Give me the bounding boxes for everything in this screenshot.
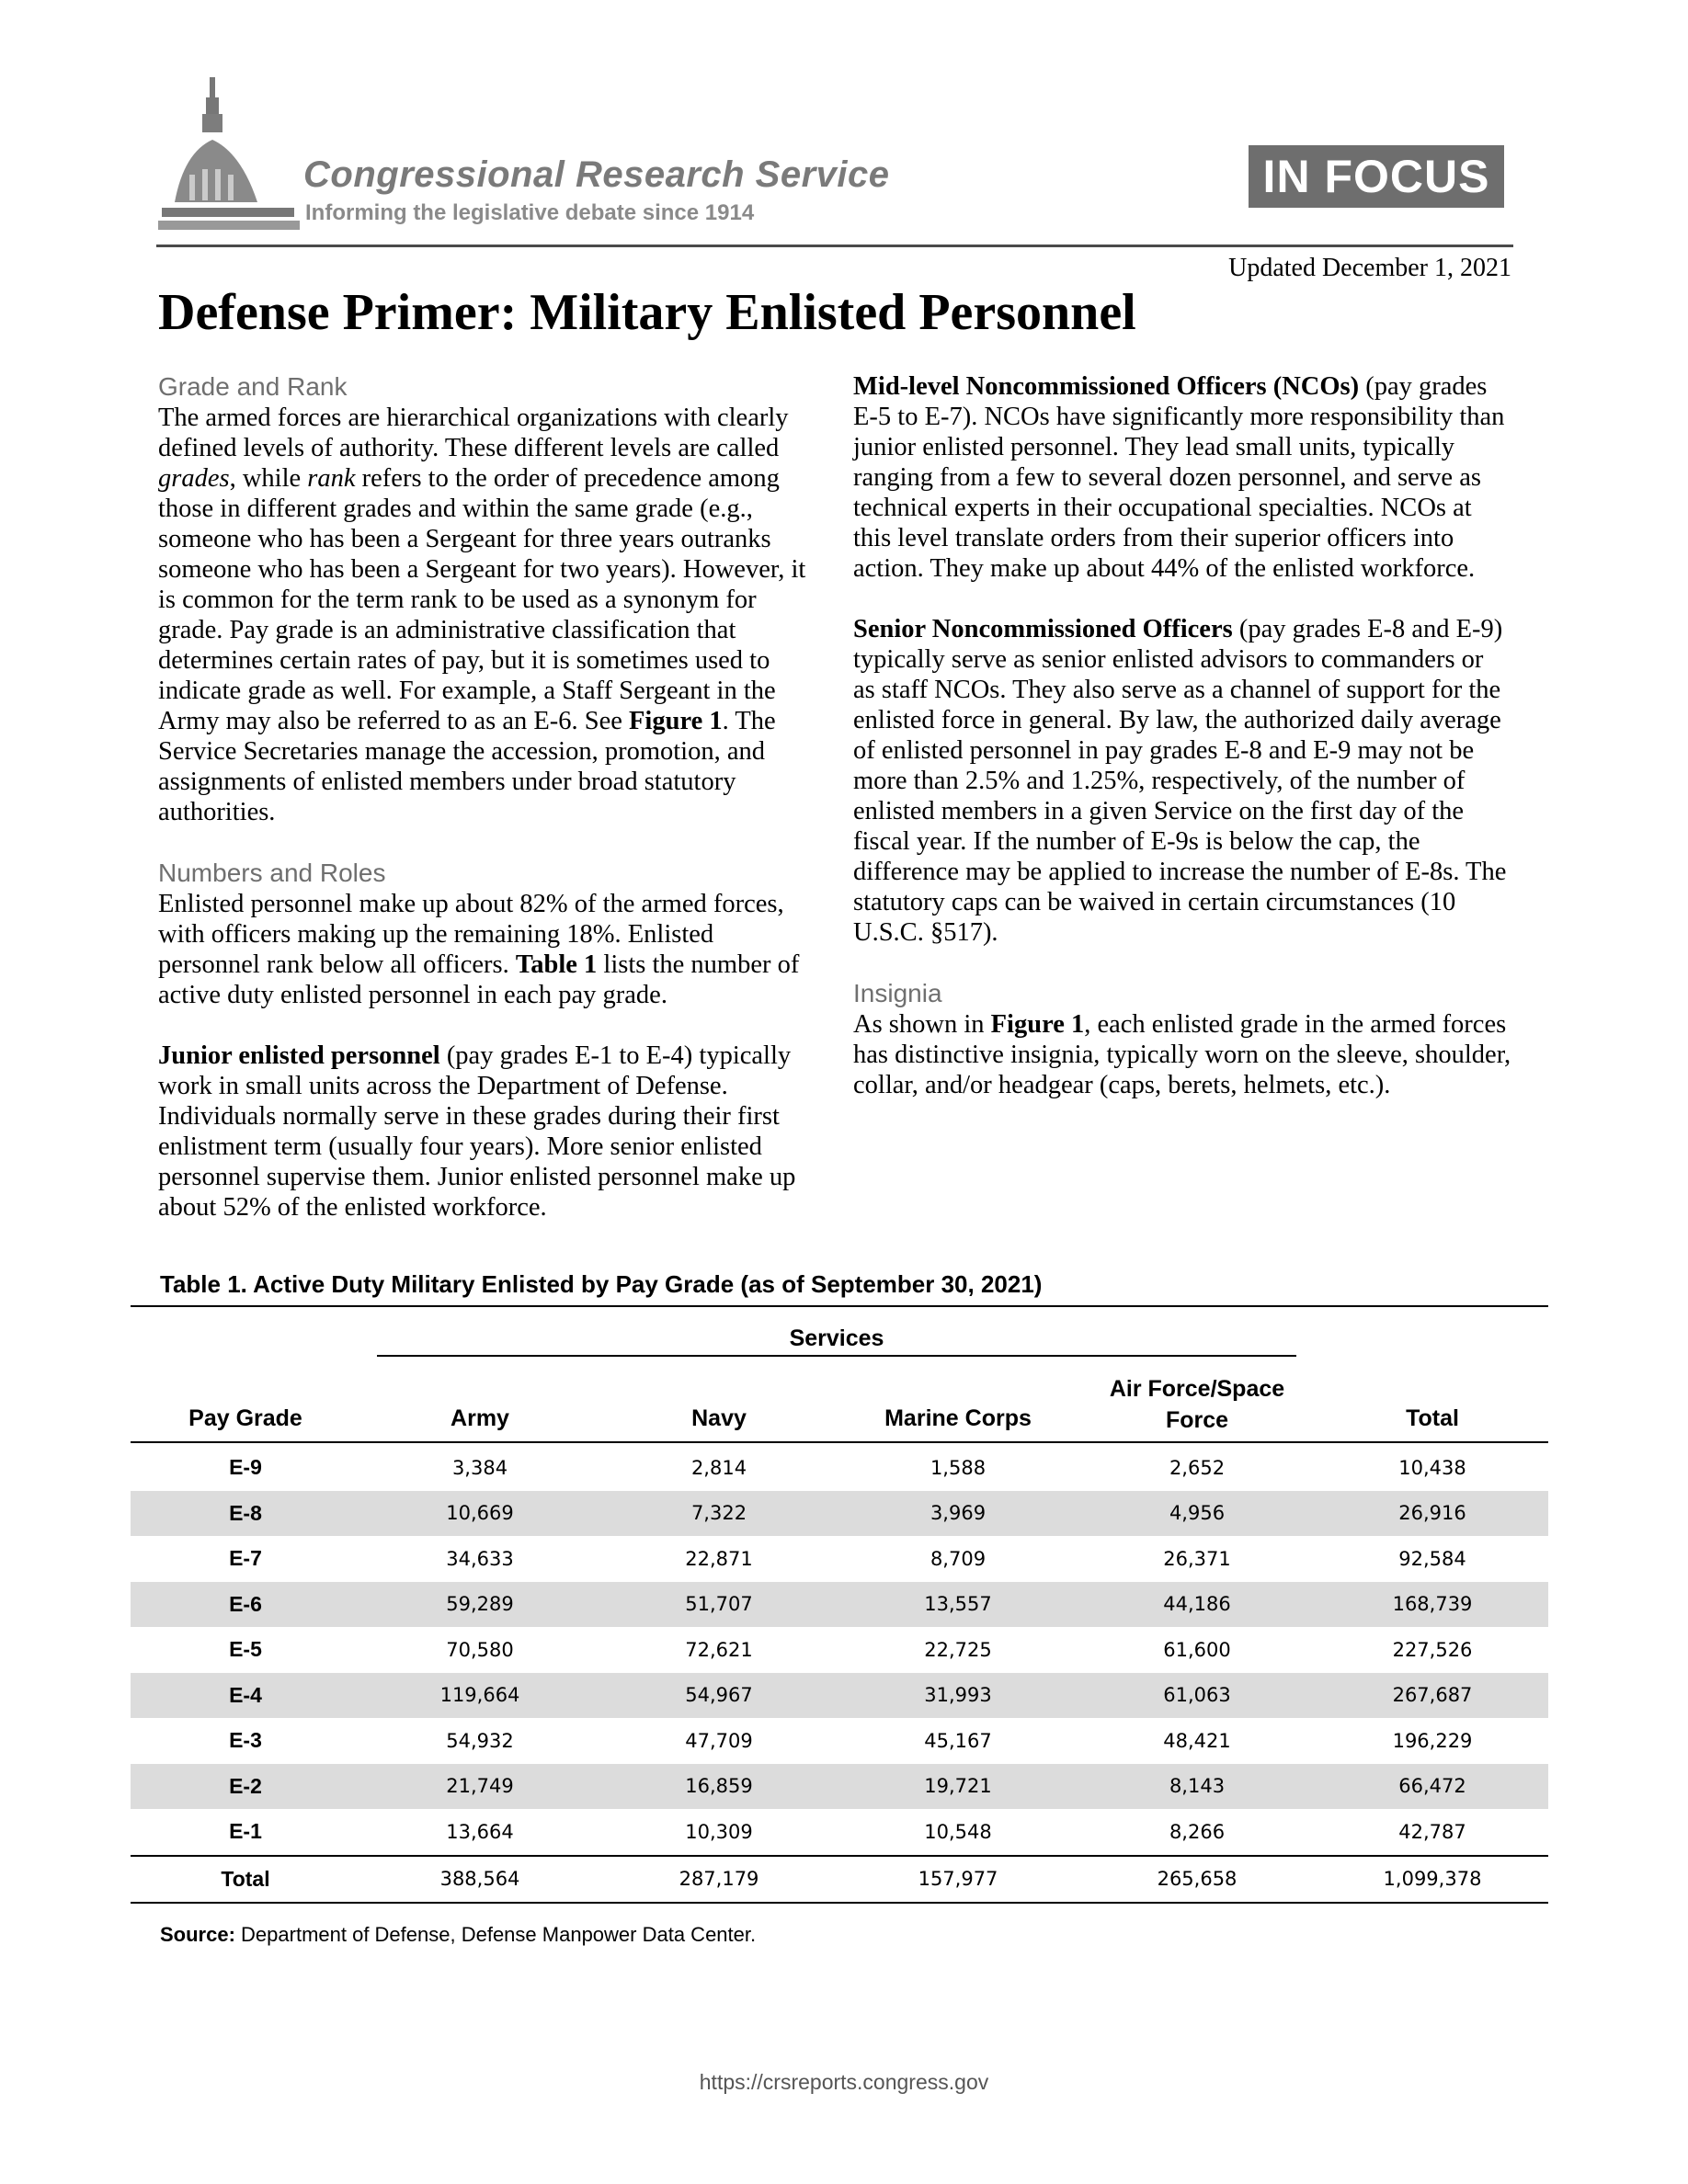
army-total-cell: 388,564	[360, 1856, 599, 1904]
table-source: Source: Department of Defense, Defense Manpower Data Center.	[160, 1923, 757, 1946]
air-force-cell: 2,652	[1169, 1456, 1226, 1479]
pay-grade-cell: E-9	[229, 1455, 262, 1480]
navy-cell: 72,621	[685, 1638, 753, 1661]
table-total-row	[131, 1856, 1548, 1904]
air-force-cell: 44,186	[1078, 1582, 1317, 1628]
table-caption: Table 1. Active Duty Military Enlisted by Pay Grade (as of September 30, 2021)	[160, 1270, 1043, 1298]
footer-url[interactable]: https://crsreports.congress.gov	[699, 2070, 989, 2094]
numbers-roles-heading: Numbers and Roles	[158, 859, 386, 887]
pay-grade-cell: E-6	[131, 1582, 360, 1628]
table-row	[131, 1764, 1548, 1810]
org-tagline: Informing the legislative debate since 1914	[305, 200, 755, 225]
army-cell: 3,384	[451, 1456, 508, 1479]
enlisted-table	[131, 1445, 1548, 1904]
total-cell: 92,584	[1398, 1547, 1466, 1570]
page-title: Defense Primer: Military Enlisted Personnel	[158, 284, 1136, 341]
figure-1-link[interactable]: Figure 1	[629, 707, 723, 735]
insignia-heading: Insignia	[853, 979, 942, 1007]
pay-grade-cell: E-7	[229, 1546, 262, 1571]
table-row	[131, 1445, 1548, 1491]
crs-logo	[156, 64, 910, 248]
table-top-rule	[131, 1305, 1548, 1307]
army-cell: 10,669	[360, 1491, 599, 1537]
marine-corps-cell: 22,725	[924, 1638, 992, 1661]
col-header-pay-grade: Pay Grade	[188, 1405, 302, 1431]
services-rule	[377, 1355, 1296, 1357]
pay-grade-cell: E-3	[229, 1728, 262, 1753]
table-row	[131, 1809, 1548, 1856]
org-name: Congressional Research Service	[303, 154, 890, 195]
navy-cell: 47,709	[685, 1729, 753, 1752]
marine-corps-cell: 1,588	[930, 1456, 987, 1479]
air-force-cell: 8,266	[1169, 1820, 1226, 1843]
pay-grade-cell: E-2	[131, 1764, 360, 1810]
numbers-paragraph: Enlisted personnel make up about 82% of the armed forces, with officers making up the remaining 18%. Enlisted personnel rank below all officers. Table 1 lists the number of active duty enlisted personnel in each pay grade.	[158, 890, 800, 1009]
pay-grade-cell: E-4	[131, 1673, 360, 1719]
col-header-navy: Navy	[691, 1405, 747, 1431]
total-label-cell: Total	[131, 1856, 360, 1904]
army-cell: 59,289	[360, 1582, 599, 1628]
left-column	[158, 371, 816, 1253]
table-row	[131, 1718, 1548, 1764]
grade-rank-paragraph: The armed forces are hierarchical organizations with clearly defined levels of authority. These different levels are called grades, while rank refers to the order of precedence among those in different grades and within the same grade (e.g., someone who has been a Sergeant for three years outranks someone who has been a Sergeant for two years). However, it is common for the term rank to be used as a synonym for grade. Pay grade is an administrative classification that determines certain rates of pay, but it is sometimes used to indicate grade as well. For example, a Staff Sergeant in the Army may also be referred to as an E-6. See Figure 1. The Service Secretaries manage the accession, promotion, and assignments of enlisted members under broad statutory authorities.	[158, 404, 806, 826]
navy-cell: 7,322	[599, 1491, 838, 1537]
air-force-cell: 4,956	[1078, 1491, 1317, 1537]
table-row	[131, 1582, 1548, 1628]
in-focus-badge: IN FOCUS	[1249, 145, 1504, 208]
total-cell: 227,526	[1392, 1638, 1473, 1661]
mid-level-paragraph: Mid-level Noncommissioned Officers (NCOs) (pay grades E-5 to E-7). NCOs have significantly more responsibility than junior enlisted personnel. They lead small units, typically ranging from a few to several dozen personnel, and serve as technical experts in their occupational specialties. NCOs at this level translate orders from their superior officers into action. They make up about 44% of the enlisted workforce.	[853, 372, 1505, 583]
grade-rank-heading: Grade and Rank	[158, 372, 348, 401]
pay-grade-cell: E-5	[229, 1637, 262, 1662]
table-row	[131, 1491, 1548, 1537]
pay-grade-cell: E-8	[131, 1491, 360, 1537]
army-cell: 13,664	[446, 1820, 514, 1843]
col-header-total: Total	[1406, 1405, 1459, 1431]
total-cell: 168,739	[1317, 1582, 1548, 1628]
army-cell: 70,580	[446, 1638, 514, 1661]
navy-cell: 51,707	[599, 1582, 838, 1628]
grand-total-cell: 1,099,378	[1317, 1856, 1548, 1904]
total-cell: 10,438	[1398, 1456, 1466, 1479]
table-row	[131, 1673, 1548, 1719]
col-header-army: Army	[451, 1405, 509, 1431]
total-cell: 26,916	[1317, 1491, 1548, 1537]
col-header-air-force: Air Force/Space Force	[1109, 1376, 1285, 1433]
capitol-dome-icon	[156, 64, 303, 248]
marine-corps-cell: 31,993	[838, 1673, 1078, 1719]
navy-cell: 10,309	[685, 1820, 753, 1843]
figure-1-link[interactable]: Figure 1	[990, 1010, 1085, 1039]
total-cell: 66,472	[1317, 1764, 1548, 1810]
navy-cell: 54,967	[599, 1673, 838, 1719]
total-cell: 42,787	[1398, 1820, 1466, 1843]
air-force-cell: 8,143	[1078, 1764, 1317, 1810]
army-cell: 21,749	[360, 1764, 599, 1810]
table-row	[131, 1627, 1548, 1673]
pay-grade-cell: E-1	[229, 1819, 262, 1844]
marine-corps-cell: 45,167	[924, 1729, 992, 1752]
air-force-cell: 48,421	[1163, 1729, 1231, 1752]
header-rule	[156, 245, 1513, 247]
marine-corps-cell: 13,557	[838, 1582, 1078, 1628]
navy-cell: 16,859	[599, 1764, 838, 1810]
table-row	[131, 1536, 1548, 1582]
army-cell: 34,633	[446, 1547, 514, 1570]
header-bottom-rule	[131, 1441, 1548, 1443]
marine-corps-cell: 3,969	[838, 1491, 1078, 1537]
air-force-cell: 26,371	[1163, 1547, 1231, 1570]
table-1-link[interactable]: Table 1	[515, 950, 598, 979]
air-force-total-cell: 265,658	[1078, 1856, 1317, 1904]
marine-corps-cell: 19,721	[838, 1764, 1078, 1810]
navy-cell: 2,814	[690, 1456, 747, 1479]
army-cell: 54,932	[446, 1729, 514, 1752]
updated-date: Updated December 1, 2021	[1228, 254, 1511, 282]
junior-paragraph: Junior enlisted personnel (pay grades E-1 to E-4) typically work in small units across the Department of Defense. Individuals normally serve in these grades during their first enlistment term (usually four years). More senior enlisted personnel supervise them. Junior enlisted personnel make up about 52% of the enlisted workforce.	[158, 1041, 796, 1222]
marine-corps-cell: 8,709	[930, 1547, 987, 1570]
air-force-cell: 61,600	[1163, 1638, 1231, 1661]
marine-corps-total-cell: 157,977	[838, 1856, 1078, 1904]
senior-paragraph: Senior Noncommissioned Officers (pay grades E-8 and E-9) typically serve as senior enlisted advisors to commanders or as staff NCOs. They also serve as a channel of support for the enlisted force in general. By law, the authorized daily average of enlisted personnel in pay grades E-8 and E-9 may not be more than 2.5% and 1.25%, respectively, of the number of enlisted members in a given Service on the first day of the fiscal year. If the number of E-9s is below the cap, the difference may be applied to increase the number of E-8s. The statutory caps can be waived in certain circumstances (10 U.S.C. §517).	[853, 615, 1507, 947]
total-cell: 196,229	[1392, 1729, 1473, 1752]
air-force-cell: 61,063	[1078, 1673, 1317, 1719]
col-header-marine-corps: Marine Corps	[884, 1405, 1032, 1431]
total-cell: 267,687	[1317, 1673, 1548, 1719]
army-cell: 119,664	[360, 1673, 599, 1719]
services-header: Services	[789, 1325, 884, 1351]
insignia-paragraph: As shown in Figure 1, each enlisted grade in the armed forces has distinctive insignia, typically worn on the sleeve, shoulder, collar, and/or headgear (caps, berets, helmets, etc.).	[853, 1010, 1511, 1099]
right-column	[853, 371, 1511, 1131]
navy-total-cell: 287,179	[599, 1856, 838, 1904]
marine-corps-cell: 10,548	[924, 1820, 992, 1843]
navy-cell: 22,871	[685, 1547, 753, 1570]
